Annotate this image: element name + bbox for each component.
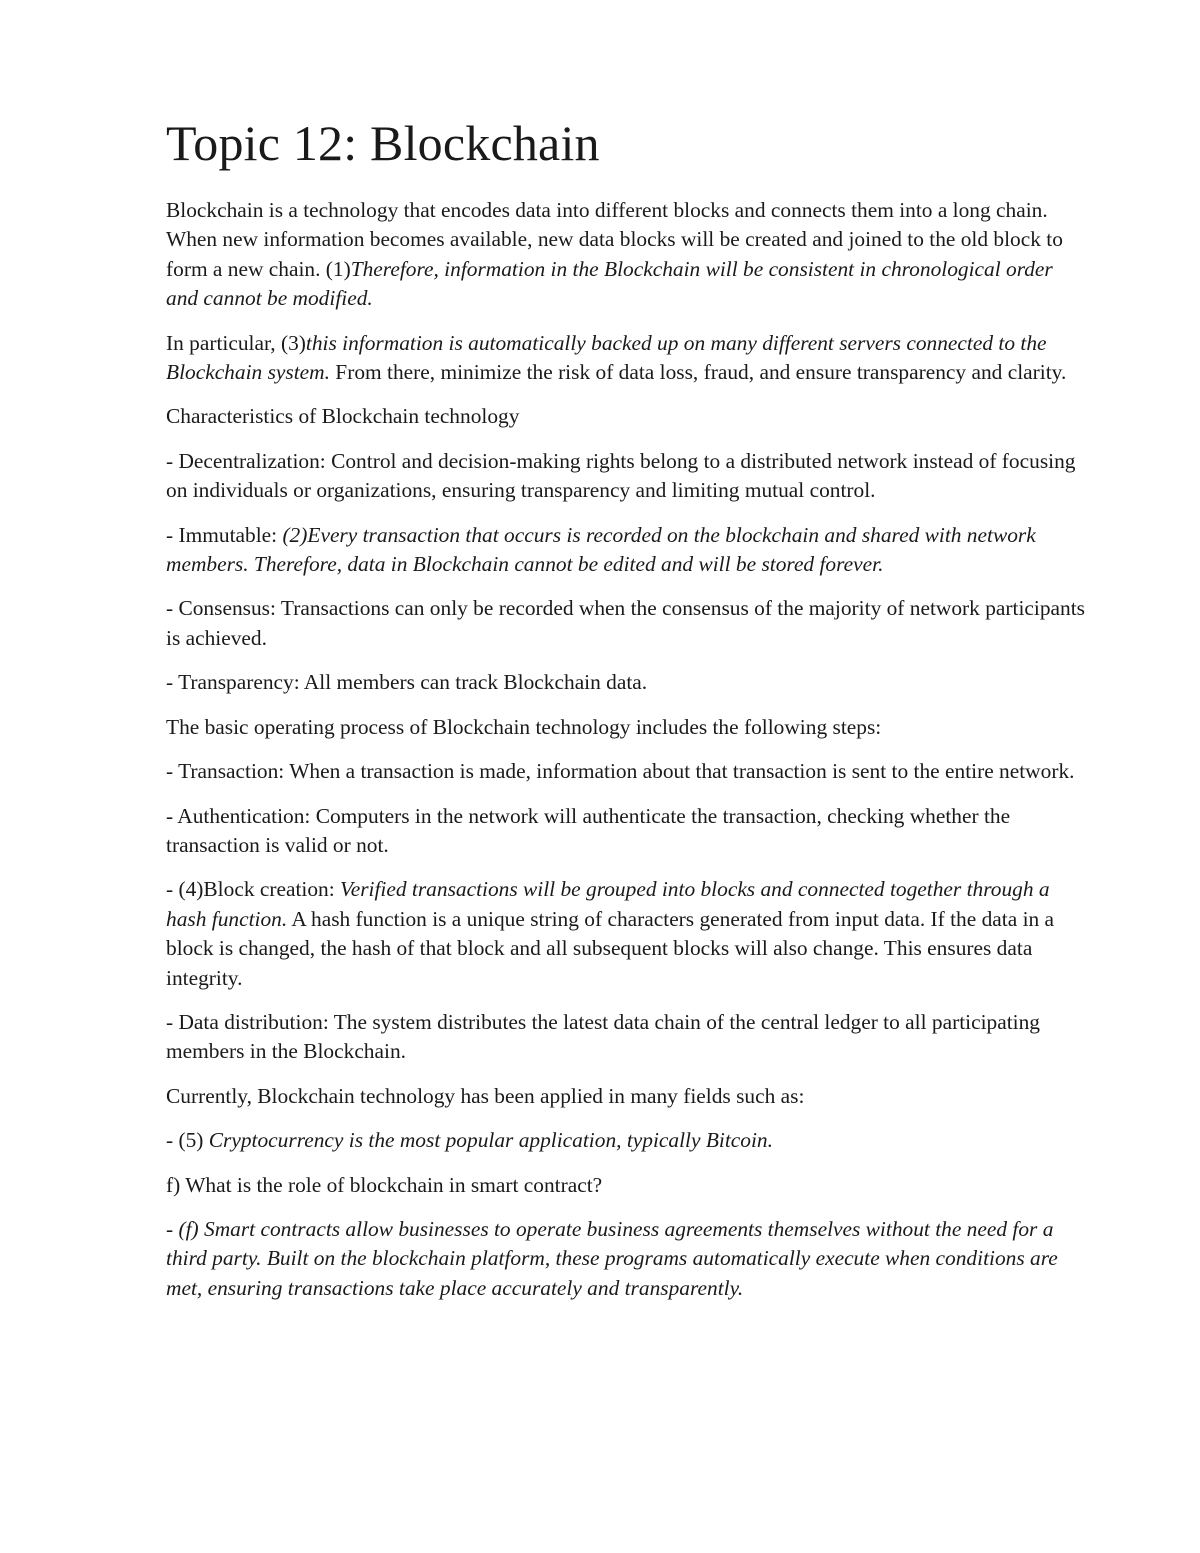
- text-run: Blockchain is a technology that encodes data into different blocks and connects them into a long chain. When new information becomes available, new data blocks will be created and joined to the old block to form a new chain. (1): [166, 198, 1063, 281]
- text-run: f) What is the role of blockchain in smart contract?: [166, 1172, 603, 1197]
- paragraph: [166, 757, 1086, 786]
- paragraph: [166, 875, 1086, 993]
- text-run: - Transaction: When a transaction is made, information about that transaction is sent to the entire network.: [166, 759, 1075, 784]
- paragraph: [166, 329, 1086, 388]
- text-run: - Consensus: Transactions can only be recorded when the consensus of the majority of network participants is achieved.: [166, 596, 1086, 650]
- paragraph: [166, 1008, 1086, 1067]
- text-run: - Transparency: All members can track Blockchain data.: [166, 670, 648, 695]
- document-page: [166, 112, 1086, 1318]
- text-run: A hash function is a unique string of characters generated from input data. If the data in a block is changed, the hash of that block and all subsequent blocks will also change. This ensures data integrity.: [166, 906, 1055, 990]
- paragraph: [166, 713, 1086, 742]
- paragraph: [166, 447, 1086, 506]
- paragraph: [166, 1126, 1086, 1155]
- text-run: Characteristics of Blockchain technology: [166, 404, 520, 429]
- text-run: - Authentication: Computers in the network will authenticate the transaction, checking whether the transaction is valid or not.: [166, 803, 1011, 857]
- text-run: - Decentralization: Control and decision-making rights belong to a distributed network instead of focusing on individuals or organizations, ensuring transparency and limiting mutual control.: [166, 448, 1076, 503]
- text-run: - Data distribution: The system distributes the latest data chain of the central ledger to all participating members in the Blockchain.: [166, 1009, 1040, 1064]
- text-run: The basic operating process of Blockchain technology includes the following steps:: [166, 714, 882, 739]
- text-run: In particular, (3): [166, 330, 306, 355]
- italic-text-run: Cryptocurrency is the most popular application, typically Bitcoin.: [208, 1128, 773, 1153]
- paragraph: [166, 1215, 1086, 1303]
- italic-text-run: (2)Every transaction that occurs is recorded on the blockchain and shared with network members. Therefore, data in Blockchain cannot be edited and will be stored forever.: [166, 522, 1036, 577]
- italic-text-run: Therefore, information in the Blockchain will be consistent in chronological order and cannot be modified.: [166, 256, 1053, 311]
- text-run: - (4)Block creation:: [166, 877, 341, 902]
- paragraph: [166, 521, 1086, 580]
- paragraph: [166, 802, 1086, 861]
- text-run: From there, minimize the risk of data loss, fraud, and ensure transparency and clarity.: [329, 360, 1067, 385]
- paragraph: [166, 594, 1086, 653]
- document-title: Topic 12: Blockchain: [166, 115, 600, 171]
- text-run: Currently, Blockchain technology has been applied in many fields such as:: [166, 1083, 805, 1108]
- paragraph: [166, 196, 1086, 314]
- text-run: - Immutable:: [166, 522, 283, 547]
- italic-text-run: Verified transactions will be grouped into blocks and connected together through a hash function.: [166, 877, 1050, 931]
- italic-text-run: this information is automatically backed up on many different servers connected to the Blockchain system.: [166, 330, 1047, 385]
- paragraph: [166, 1171, 1086, 1200]
- text-run: - (5): [166, 1128, 209, 1153]
- paragraph: [166, 668, 1086, 697]
- paragraph: [166, 402, 1086, 431]
- paragraph: [166, 1082, 1086, 1111]
- document-body: [166, 196, 1086, 1303]
- italic-text-run: (f) Smart contracts allow businesses to operate business agreements themselves without the need for a third party. Built on the blockchain platform, these programs automatically execute when conditions are met, ensuring transactions take place accurately and transparently.: [166, 1216, 1058, 1300]
- text-run: -: [166, 1216, 179, 1241]
